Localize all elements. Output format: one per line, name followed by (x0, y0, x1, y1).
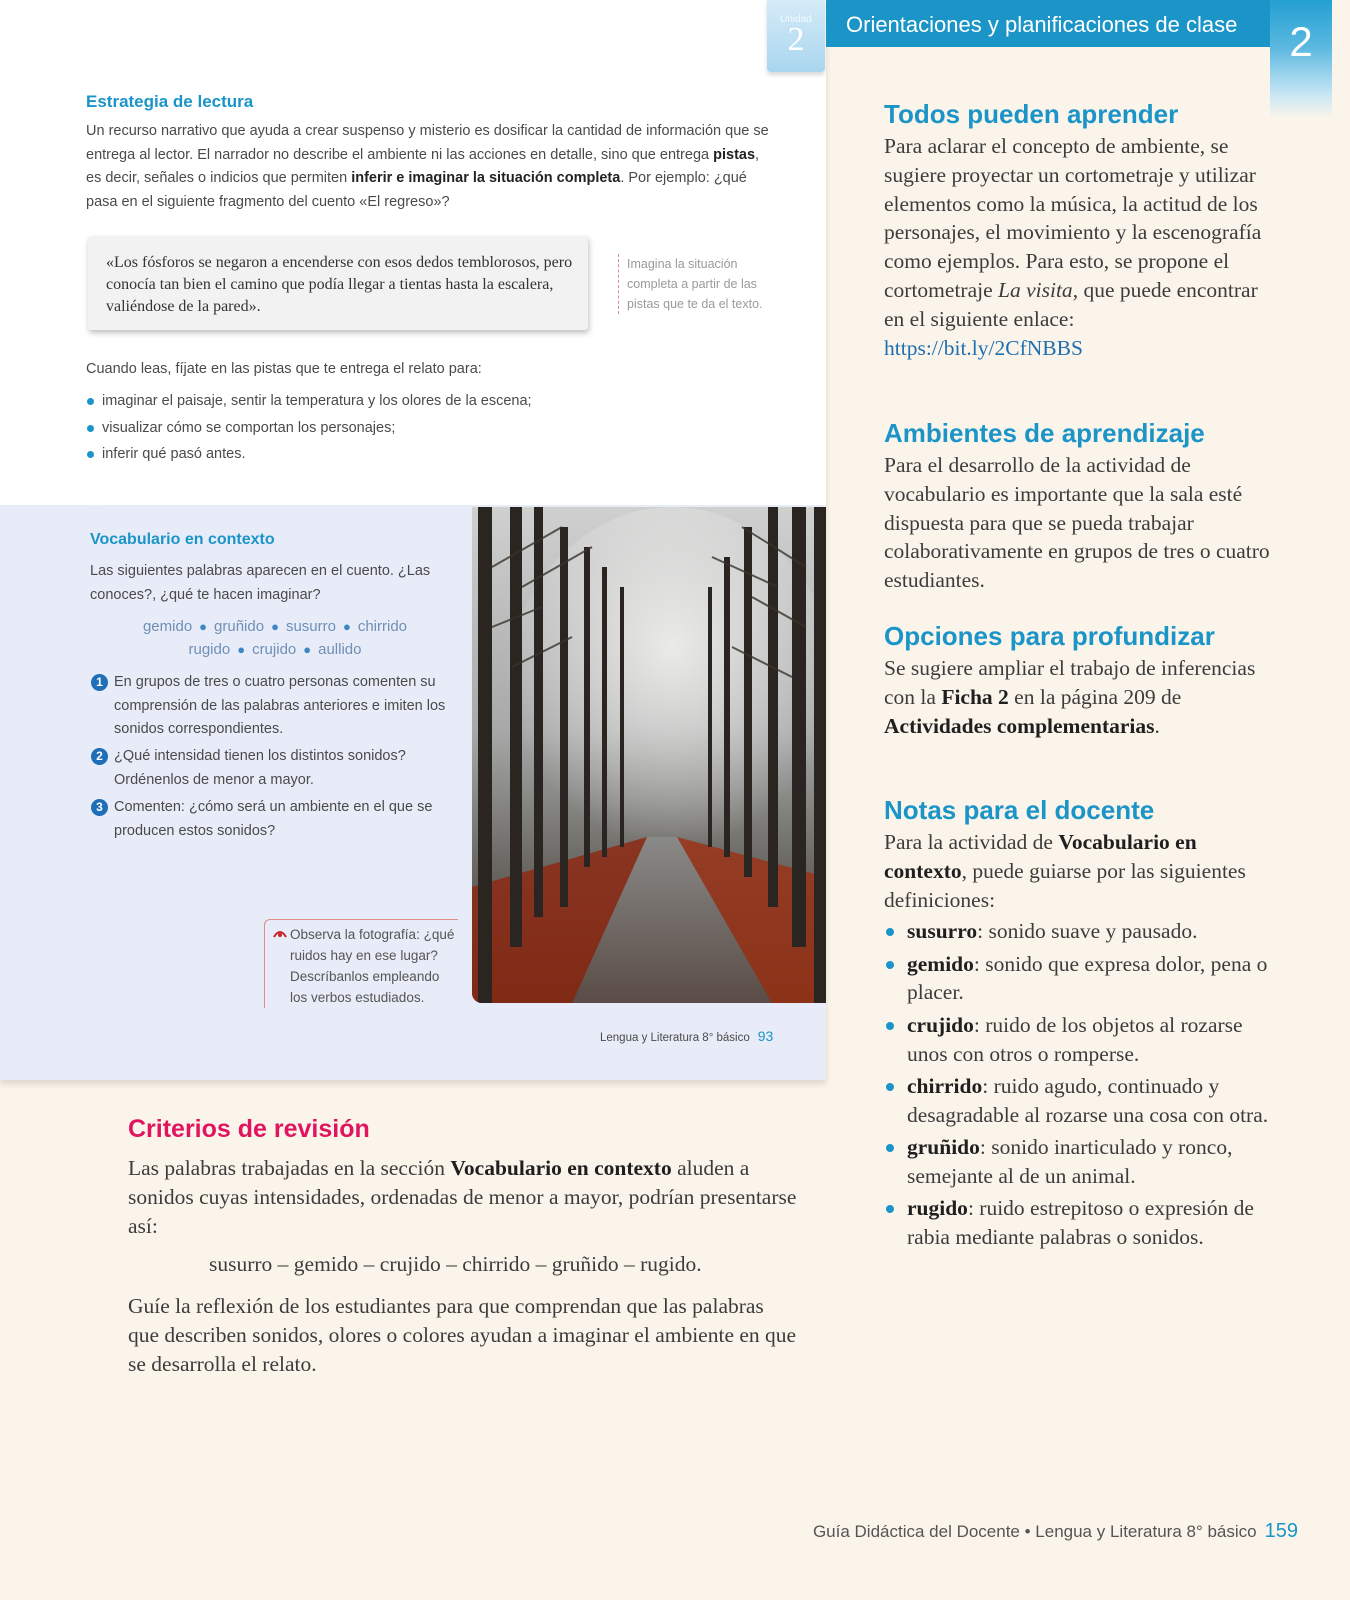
question-number: 1 (91, 674, 108, 691)
definition: : sonido inarticulado y ronco, semejante al de un animal. (907, 1134, 1233, 1188)
todos-text-2: , que puede encontrar en el siguiente enlace: (884, 277, 1258, 331)
footer-text: Guía Didáctica del Docente • Lengua y Literatura 8° básico (812, 1522, 1257, 1541)
vocab-ref: Vocabulario en contexto (450, 1156, 672, 1180)
quote-text: «Los fósforos se negaron a encenderse con esos dedos temblorosos, pero conocía tan bien el camino que podía llegar a tientas hasta la escalera, valiéndose de la pared». (106, 254, 573, 315)
opciones-text-1: Se sugiere ampliar el trabajo de inferencias con la (884, 656, 1256, 709)
section-header (826, 0, 1270, 47)
list-item (884, 1194, 1274, 1252)
criterios-text (128, 1154, 798, 1240)
criterios-reflection: Guíe la reflexión de los estudiantes para que comprendan que las palabras que describen sonidos, olores o colores ayudan a imaginar el ambiente en que se desarrolla el relato. (128, 1294, 797, 1376)
word: aullido (318, 641, 362, 658)
bullet-separator: ● (342, 619, 351, 634)
term: rugido (907, 1196, 968, 1221)
section-text (884, 132, 1274, 362)
definition: : sonido que expresa dolor, pena o placer. (907, 951, 1268, 1005)
question-text: En grupos de tres o cuatro personas comenten su comprensión de las palabras anteriores e imiten los sonidos correspondientes. (114, 674, 446, 737)
section-title: Ambientes de aprendizaje (884, 418, 1205, 448)
strategy-bold-pistas: pistas (713, 146, 756, 163)
unit-label: Unidad (780, 14, 812, 25)
strategy-text-1: Un recurso narrativo que ayuda a crear suspenso y misterio es dosificar la cantidad de información que se entrega al lector. El narrador no describe el ambiente ni las acciones en detalle, sino que entrega (86, 123, 769, 163)
list-item (884, 1133, 1274, 1191)
panel-notch (86, 496, 106, 506)
vocab-intro: Las siguientes palabras aparecen en el cuento. ¿Las conoces?, ¿qué te hacen imaginar? (90, 563, 431, 603)
actividades-ref: Actividades complementarias (884, 713, 1155, 738)
term: gemido (907, 951, 974, 976)
section-text: Para el desarrollo de la actividad de vocabulario es importante que la sala esté dispuesta para que se pueda trabajar colaborativamente en grupos de tres o cuatro estudiantes. (884, 453, 1270, 593)
cortometraje-link[interactable]: https://bit.ly/2CfNBBS (884, 335, 1083, 360)
list-item: imaginar el paisaje, sentir la temperatura y los olores de la escena; (86, 388, 532, 415)
section-opciones (884, 620, 1274, 740)
header-title: Orientaciones y planificaciones de clase (846, 12, 1238, 37)
unit-number: 2 (787, 21, 805, 58)
question-3 (90, 796, 460, 843)
vocab-title: Vocabulario en contexto (90, 531, 275, 548)
section-title: Opciones para profundizar (884, 621, 1215, 651)
list-item (884, 917, 1274, 946)
notas-text-2: , puede guiarse por las siguientes definiciones: (884, 858, 1246, 912)
word: susurro (285, 618, 336, 635)
section-ambientes (884, 417, 1274, 595)
section-todos (884, 98, 1274, 362)
unit-number-tab (1270, 0, 1332, 118)
photo-note-text: Observa la fotografía: ¿qué ruidos hay en ese lugar? Descríbanlos empleando los verbos estudiados. (290, 927, 455, 1005)
page-footer (813, 1520, 1298, 1543)
criterios-text-2: aluden a sonidos cuyas intensidades, ordenadas de menor a mayor, podrían presentarse así: (128, 1156, 797, 1238)
bullet-separator: ● (303, 642, 312, 657)
list-item (884, 1072, 1274, 1130)
strategy-bold-inferir: inferir e imaginar la situación completa (351, 170, 621, 186)
unit-number: 2 (1289, 18, 1313, 65)
notas-text-1: Para la actividad de (884, 830, 1059, 854)
strategy-title: Estrategia de lectura (86, 92, 254, 111)
word: rugido (188, 641, 231, 658)
question-number: 3 (91, 799, 108, 816)
word: gemido (142, 618, 193, 635)
list-item: visualizar cómo se comportan los personajes; (86, 415, 532, 442)
word: gruñido (214, 618, 265, 635)
unit-tab (767, 0, 825, 72)
word-row-1 (90, 618, 460, 635)
section-text (884, 828, 1274, 914)
sound-sequence: susurro – gemido – crujido – chirrido – gruñido – rugido. (209, 1252, 702, 1276)
opciones-text-3: . (1154, 713, 1160, 738)
definitions-list (884, 917, 1274, 1251)
list-item (884, 1011, 1274, 1069)
opciones-text-2: en la página 209 de (1008, 684, 1182, 709)
question-text: ¿Qué intensidad tienen los distintos sonidos? Ordénenlos de menor a mayor. (114, 748, 406, 788)
question-2 (90, 745, 460, 792)
word-row-2 (90, 641, 460, 658)
definition: : ruido estrepitoso o expresión de rabia mediante palabras o sonidos. (907, 1196, 1254, 1249)
definition: : ruido de los objetos al rozarse unos con otros o romperse. (907, 1012, 1243, 1066)
section-title: Todos pueden aprender (884, 99, 1179, 129)
quote-box (88, 236, 588, 330)
term: gruñido (907, 1134, 980, 1159)
ficha-ref: Ficha 2 (941, 684, 1009, 709)
side-note: Imagina la situación completa a partir de las pistas que te da el texto. (618, 254, 777, 314)
bullet-separator: ● (271, 619, 279, 634)
list-item: inferir qué pasó antes. (86, 441, 532, 468)
question-text: Comenten: ¿cómo será un ambiente en el que se producen estos sonidos? (114, 799, 433, 839)
student-page-reproduction (0, 0, 826, 1080)
photo-note (264, 919, 458, 1008)
forest-photo (472, 507, 826, 1003)
criterios-text-1: Las palabras trabajadas en la sección (128, 1156, 451, 1180)
clues-intro: Cuando leas, fíjate en las pistas que te entrega el relato para: (86, 361, 482, 377)
bullet-separator: ● (199, 619, 208, 634)
term: susurro (907, 919, 978, 944)
bullet-separator: ● (237, 642, 246, 657)
strategy-text-3: . Por ejemplo: ¿qué pasa en el siguiente fragmento del cuento «El regreso»? (86, 170, 747, 210)
book-name: Lengua y Literatura 8° básico (600, 1032, 750, 1044)
question-1 (90, 671, 460, 742)
word: chirrido (357, 618, 408, 635)
section-text (884, 654, 1274, 740)
definition: : ruido agudo, continuado y desagradable al rozarse una cosa con otra. (907, 1073, 1269, 1127)
section-title: Notas para el docente (884, 795, 1155, 825)
question-number: 2 (91, 748, 108, 765)
definition: : sonido suave y pausado. (977, 919, 1198, 944)
page-number: 159 (1264, 1520, 1298, 1542)
criterios-title: Criterios de revisión (128, 1115, 370, 1143)
todos-text: Para aclarar el concepto de ambiente, se sugiere proyectar un cortometraje y utilizar elementos como la música, la actitud de los personajes, el movimiento y la escenografía como ejemplos. Para esto, se propone el cortometraje (884, 134, 1262, 302)
clues-list (86, 388, 532, 468)
film-title: La visita (998, 277, 1073, 302)
term: crujido (907, 1012, 974, 1037)
term: chirrido (907, 1073, 983, 1098)
list-item (884, 950, 1274, 1008)
strategy-paragraph (86, 120, 776, 214)
student-page-footer (600, 1028, 773, 1044)
eye-icon (273, 929, 287, 938)
vocab-ref: Vocabulario en contexto (884, 830, 1197, 883)
section-notas (884, 794, 1274, 1255)
word: crujido (252, 641, 297, 658)
strategy-text-2: , es decir, señales o indicios que permiten (86, 146, 760, 186)
student-page-number: 93 (757, 1028, 774, 1044)
